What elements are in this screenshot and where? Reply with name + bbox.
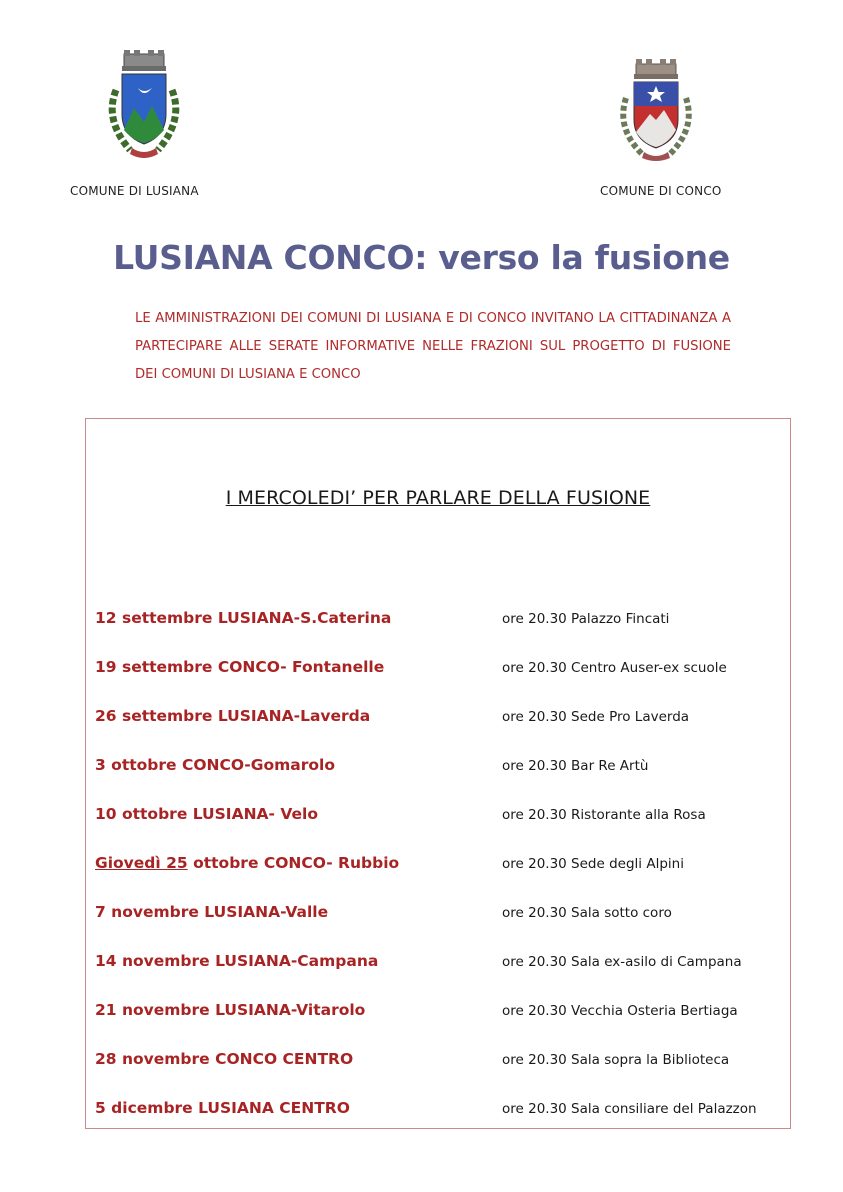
- event-date-place: 10 ottobre LUSIANA- Velo: [95, 805, 318, 823]
- event-date-place: 21 novembre LUSIANA-Vitarolo: [95, 1001, 366, 1019]
- event-time-venue: ore 20.30 Bar Re Artù: [502, 758, 649, 774]
- event-time-venue: ore 20.30 Sala sopra la Biblioteca: [502, 1052, 730, 1068]
- event-row: [86, 1099, 790, 1123]
- event-time-venue: ore 20.30 Centro Auser-ex scuole: [502, 660, 727, 676]
- lusiana-coat-of-arms: [100, 50, 188, 162]
- events-frame: [85, 418, 791, 1129]
- event-time-venue: ore 20.30 Sala ex-asilo di Campana: [502, 954, 742, 970]
- event-date-place: 3 ottobre CONCO-Gomarolo: [95, 756, 335, 774]
- comune-lusiana-label: COMUNE DI LUSIANA: [70, 184, 199, 198]
- event-row: [86, 854, 790, 878]
- event-row: [86, 1050, 790, 1074]
- event-row: [86, 707, 790, 731]
- event-row: [86, 756, 790, 780]
- event-date-place: 12 settembre LUSIANA-S.Caterina: [95, 609, 392, 627]
- event-date-place: 14 novembre LUSIANA-Campana: [95, 952, 379, 970]
- event-date-place: 7 novembre LUSIANA-Valle: [95, 903, 329, 921]
- comune-conco-label: COMUNE DI CONCO: [600, 184, 722, 198]
- event-date-place: 5 dicembre LUSIANA CENTRO: [95, 1099, 350, 1117]
- event-row: [86, 1001, 790, 1025]
- event-date-place: 28 novembre CONCO CENTRO: [95, 1050, 354, 1068]
- event-time-venue: ore 20.30 Vecchia Osteria Bertiaga: [502, 1003, 738, 1019]
- event-time-venue: ore 20.30 Palazzo Fincati: [502, 611, 670, 627]
- event-date-place: 26 settembre LUSIANA-Laverda: [95, 707, 371, 725]
- event-time-venue: ore 20.30 Sede degli Alpini: [502, 856, 684, 872]
- event-row: [86, 609, 790, 633]
- event-row: [86, 805, 790, 829]
- event-row: [86, 952, 790, 976]
- conco-coat-of-arms: [610, 58, 702, 164]
- intro-paragraph: LE AMMINISTRAZIONI DEI COMUNI DI LUSIANA E DI CONCO INVITANO LA CITTADINANZA A PARTECIPARE ALLE SERATE INFORMATIVE NELLE FRAZIONI SUL PROGETTO DI FUSIONE DEI COMUNI DI LUSIANA E CONCO: [135, 311, 731, 382]
- event-time-venue: ore 20.30 Sala sotto coro: [502, 905, 672, 921]
- event-time-venue: ore 20.30 Ristorante alla Rosa: [502, 807, 706, 823]
- section-title: I MERCOLEDI’ PER PARLARE DELLA FUSIONE: [225, 487, 651, 509]
- page-title: LUSIANA CONCO: verso la fusione: [113, 238, 730, 277]
- event-date-place: Giovedì 25 ottobre CONCO- Rubbio: [95, 854, 400, 872]
- event-row: [86, 903, 790, 927]
- event-row: [86, 658, 790, 682]
- event-time-venue: ore 20.30 Sala consiliare del Palazzon: [502, 1101, 757, 1117]
- event-time-venue: ore 20.30 Sede Pro Laverda: [502, 709, 690, 725]
- event-date-place: 19 settembre CONCO- Fontanelle: [95, 658, 385, 676]
